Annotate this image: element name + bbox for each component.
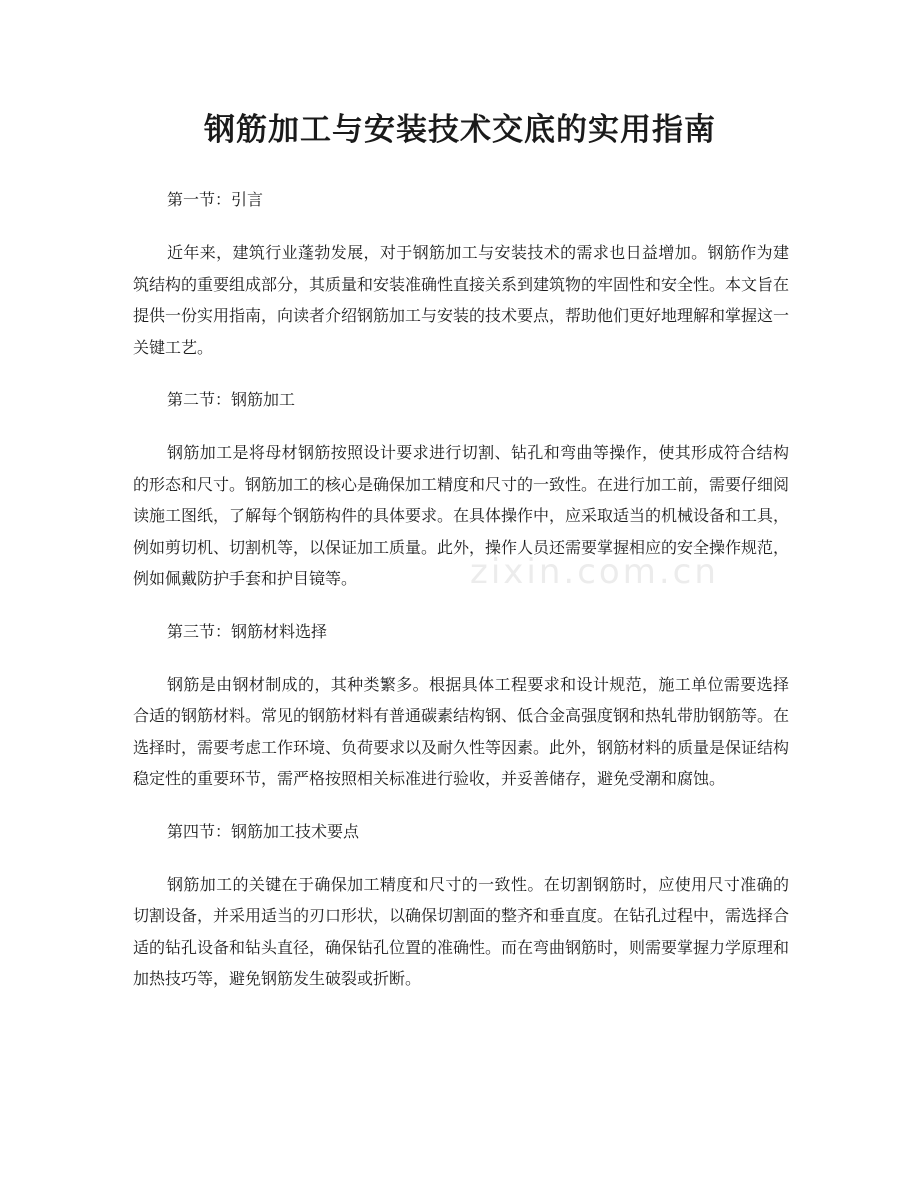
section-heading: 第一节：引言 <box>167 190 264 209</box>
section-heading: 第二节：钢筋加工 <box>167 390 296 409</box>
watermark: zixin.com.cn <box>470 552 719 592</box>
section-heading: 第四节：钢筋加工技术要点 <box>167 821 360 841</box>
document-title: 钢筋加工与安装技术交底的实用指南 <box>204 112 716 148</box>
section-paragraph: 近年来，建筑行业蓬勃发展，对于钢筋加工与安装技术的需求也日益增加。钢筋作为建筑结构的重要组成部分，其质量和安装准确性直接关系到建筑物的牢固性和安全性。本文旨在提供一份实用指南，向读者介绍钢筋加工与安装的技术要点，帮助他们更好地理解和掌握这一关键工艺。 <box>133 243 790 357</box>
section-paragraph: 钢筋加工的关键在于确保加工精度和尺寸的一致性。在切割钢筋时，应使用尺寸准确的切割设备，并采用适当的刃口形状，以确保切割面的整齐和垂直度。在钻孔过程中，需选择合适的钻孔设备和钻头直径，确保钻孔位置的准确性。而在弯曲钢筋时，则需要掌握力学原理和加热技巧等，避免钢筋发生破裂或折断。 <box>133 874 790 988</box>
section-paragraph: 钢筋加工是将母材钢筋按照设计要求进行切割、钻孔和弯曲等操作，使其形成符合结构的形态和尺寸。钢筋加工的核心是确保加工精度和尺寸的一致性。在进行加工前，需要仔细阅读施工图纸，了解每个钢筋构件的具体要求。在具体操作中，应采取适当的机械设备和工具，例如剪切机、切割机等，以保证加工质量。此外，操作人员还需要掌握相应的安全操作规范，例如佩戴防护手套和护目镜等。 <box>133 443 790 588</box>
section-paragraph: 钢筋是由钢材制成的，其种类繁多。根据具体工程要求和设计规范，施工单位需要选择合适的钢筋材料。常见的钢筋材料有普通碳素结构钢、低合金高强度钢和热轧带肋钢筋等。在选择时，需要考虑工作环境、负荷要求以及耐久性等因素。此外，钢筋材料的质量是保证结构稳定性的重要环节，需严格按照相关标准进行验收，并妥善储存，避免受潮和腐蚀。 <box>133 674 790 788</box>
section-heading: 第三节：钢筋材料选择 <box>167 621 328 641</box>
document-body <box>133 182 789 1014</box>
